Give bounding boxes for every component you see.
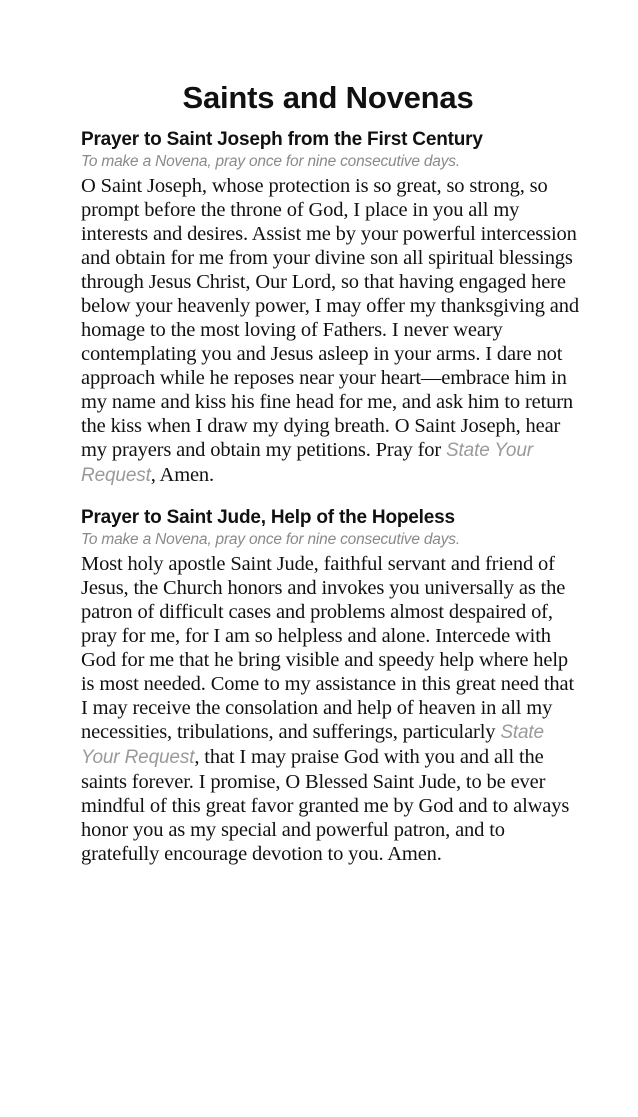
prayer-heading: Prayer to Saint Jude, Help of the Hopeless bbox=[81, 507, 455, 528]
prayer-text bbox=[81, 552, 581, 866]
request-placeholder: State Your Request bbox=[81, 440, 533, 486]
document-page bbox=[81, 72, 581, 884]
prayer-text-part: Most holy apostle Saint Jude, faithful servant and friend of Jesus, the Church honors and invokes you universally as the patron of difficult cases and problems almost despaired of, pray for me, for I am so helpless and alone. Intercede with God for me that he bring visible and speedy help where help is most needed. Come to my assistance in this great need that I may receive the consolation and help of heaven in all my necessities, tribulations, and sufferings, particularly bbox=[81, 553, 574, 743]
prayer-text-part: O Saint Joseph, whose protection is so great, so strong, so prompt before the throne of God, I place in you all my interests and desires. Assist me by your powerful intercession and obtain for me from your divine son all spiritual blessings through Jesus Christ, Our Lord, so that having engaged here below your heavenly power, I may offer my thanksgiving and homage to the most loving of Fathers. I never weary contemplating you and Jesus asleep in your arms. I dare not approach while he reposes near your heart—embrace him in my name and kiss his fine head for me, and ask him to return the kiss when I draw my dying breath. O Saint Joseph, hear my prayers and obtain my petitions. Pray for bbox=[81, 175, 579, 461]
novena-instruction: To make a Novena, pray once for nine consecutive days. bbox=[81, 531, 460, 548]
prayer-saint-joseph bbox=[81, 128, 581, 488]
prayer-text-part: , that I may praise God with you and all the saints forever. I promise, O Blessed Saint Jude, to be ever mindful of this great favor granted me by God and to always honor you as my special and powerful patron, and to gratefully encourage devotion to you. Amen. bbox=[81, 746, 570, 865]
prayer-text-part: , Amen. bbox=[150, 464, 215, 486]
prayer-saint-jude bbox=[81, 506, 581, 866]
page-title: Saints and Novenas bbox=[182, 80, 474, 115]
request-placeholder: State Your Request bbox=[81, 722, 544, 768]
novena-instruction: To make a Novena, pray once for nine consecutive days. bbox=[81, 153, 460, 170]
prayer-heading: Prayer to Saint Joseph from the First Century bbox=[81, 129, 483, 150]
prayer-text bbox=[81, 174, 581, 488]
